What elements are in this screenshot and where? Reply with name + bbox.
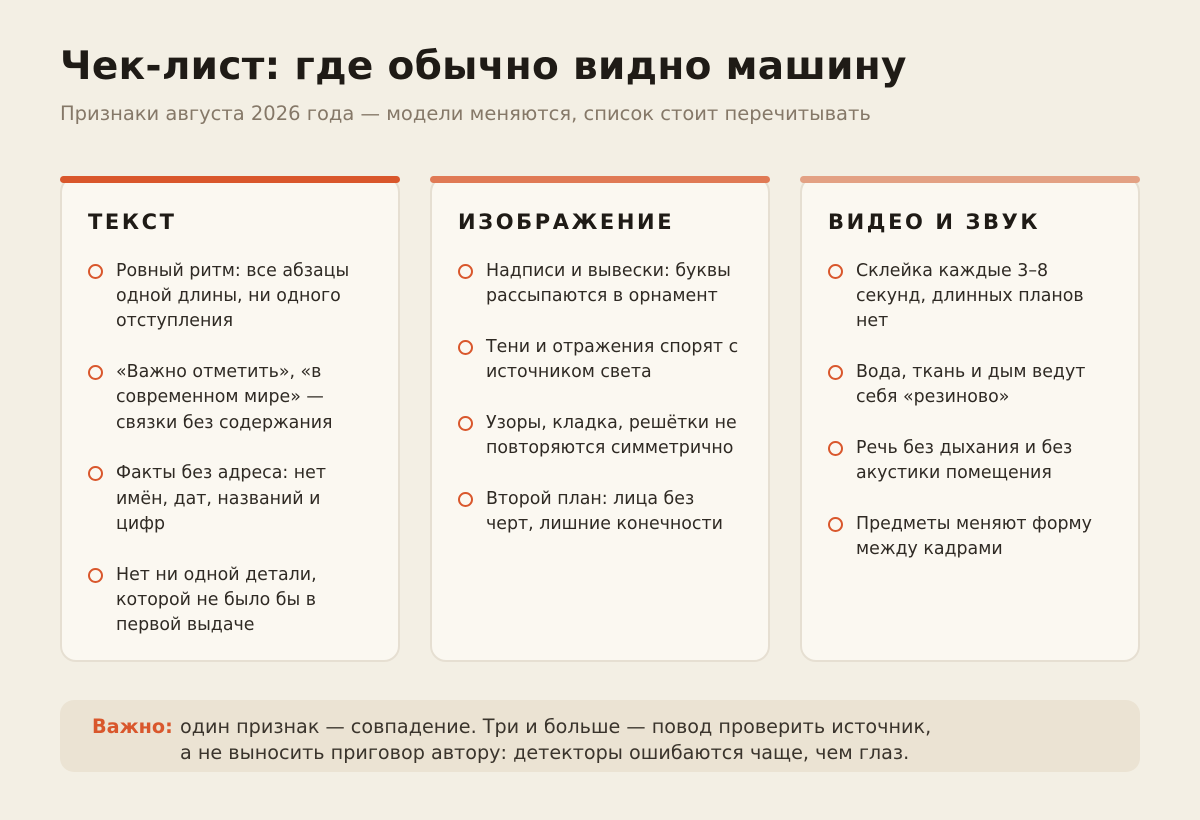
list-item-text: Ровный ритм: все абзацы одной длины, ни одного отступления	[116, 261, 350, 332]
card-accent-bar	[430, 176, 770, 183]
card-title: ТЕКСТ	[88, 210, 177, 234]
important-note	[60, 700, 1140, 772]
list-item	[828, 259, 1114, 335]
checklist	[828, 259, 1114, 563]
card-accent-bar	[800, 176, 1140, 183]
circle-bullet-icon	[88, 365, 103, 380]
card-image	[430, 176, 770, 662]
list-item	[828, 512, 1114, 562]
list-item-text: Факты без адреса: нет имён, дат, названий и цифр	[116, 463, 326, 534]
circle-bullet-icon	[458, 340, 473, 355]
circle-bullet-icon	[828, 365, 843, 380]
circle-bullet-icon	[828, 264, 843, 279]
list-item	[828, 360, 1114, 410]
list-item	[88, 360, 374, 436]
circle-bullet-icon	[458, 264, 473, 279]
list-item-text: Нет ни одной детали, которой не было бы в первой выдаче	[116, 564, 317, 636]
list-item	[458, 259, 744, 309]
list-item-text: Тени и отражения спорят с источником света	[486, 337, 739, 383]
note-label: Важно:	[92, 715, 173, 738]
checklist	[88, 259, 374, 638]
list-item	[88, 461, 374, 537]
list-item-text: Вода, ткань и дым ведут себя «резиново»	[856, 362, 1086, 408]
list-item-text: Надписи и вывески: буквы рассыпаются в орнамент	[486, 261, 731, 307]
card-title: ВИДЕО И ЗВУК	[828, 210, 1041, 234]
list-item-text: Узоры, кладка, решётки не повторяются симметрично	[486, 413, 737, 459]
note-text-line-2: а не выносить приговор автору: детекторы ошибаются чаще, чем глаз.	[180, 741, 910, 764]
checklist	[458, 259, 744, 537]
page-subtitle: Признаки августа 2026 года — модели меняются, список стоит перечитывать	[60, 102, 871, 125]
list-item-text: Предметы меняют форму между кадрами	[856, 514, 1092, 560]
circle-bullet-icon	[828, 441, 843, 456]
list-item-text: «Важно отметить», «в современном мире» — связки без содержания	[116, 362, 333, 433]
circle-bullet-icon	[88, 264, 103, 279]
card-title: ИЗОБРАЖЕНИЕ	[458, 210, 675, 234]
list-item	[88, 563, 374, 639]
circle-bullet-icon	[88, 568, 103, 583]
note-text-line-1: один признак — совпадение. Три и больше — повод проверить источник,	[180, 715, 932, 738]
list-item	[458, 487, 744, 537]
list-item-text: Склейка каждые 3–8 секунд, длинных планов нет	[856, 261, 1084, 332]
circle-bullet-icon	[88, 466, 103, 481]
card-accent-bar	[60, 176, 400, 183]
list-item	[458, 335, 744, 385]
list-item	[458, 411, 744, 461]
circle-bullet-icon	[458, 416, 473, 431]
circle-bullet-icon	[458, 492, 473, 507]
list-item	[88, 259, 374, 335]
page-title: Чек-лист: где обычно видно машину	[60, 44, 907, 89]
list-item-text: Второй план: лица без черт, лишние конечности	[486, 489, 723, 535]
list-item	[828, 436, 1114, 486]
list-item-text: Речь без дыхания и без акустики помещения	[856, 438, 1073, 484]
card-text	[60, 176, 400, 662]
circle-bullet-icon	[828, 517, 843, 532]
card-video-sound	[800, 176, 1140, 662]
